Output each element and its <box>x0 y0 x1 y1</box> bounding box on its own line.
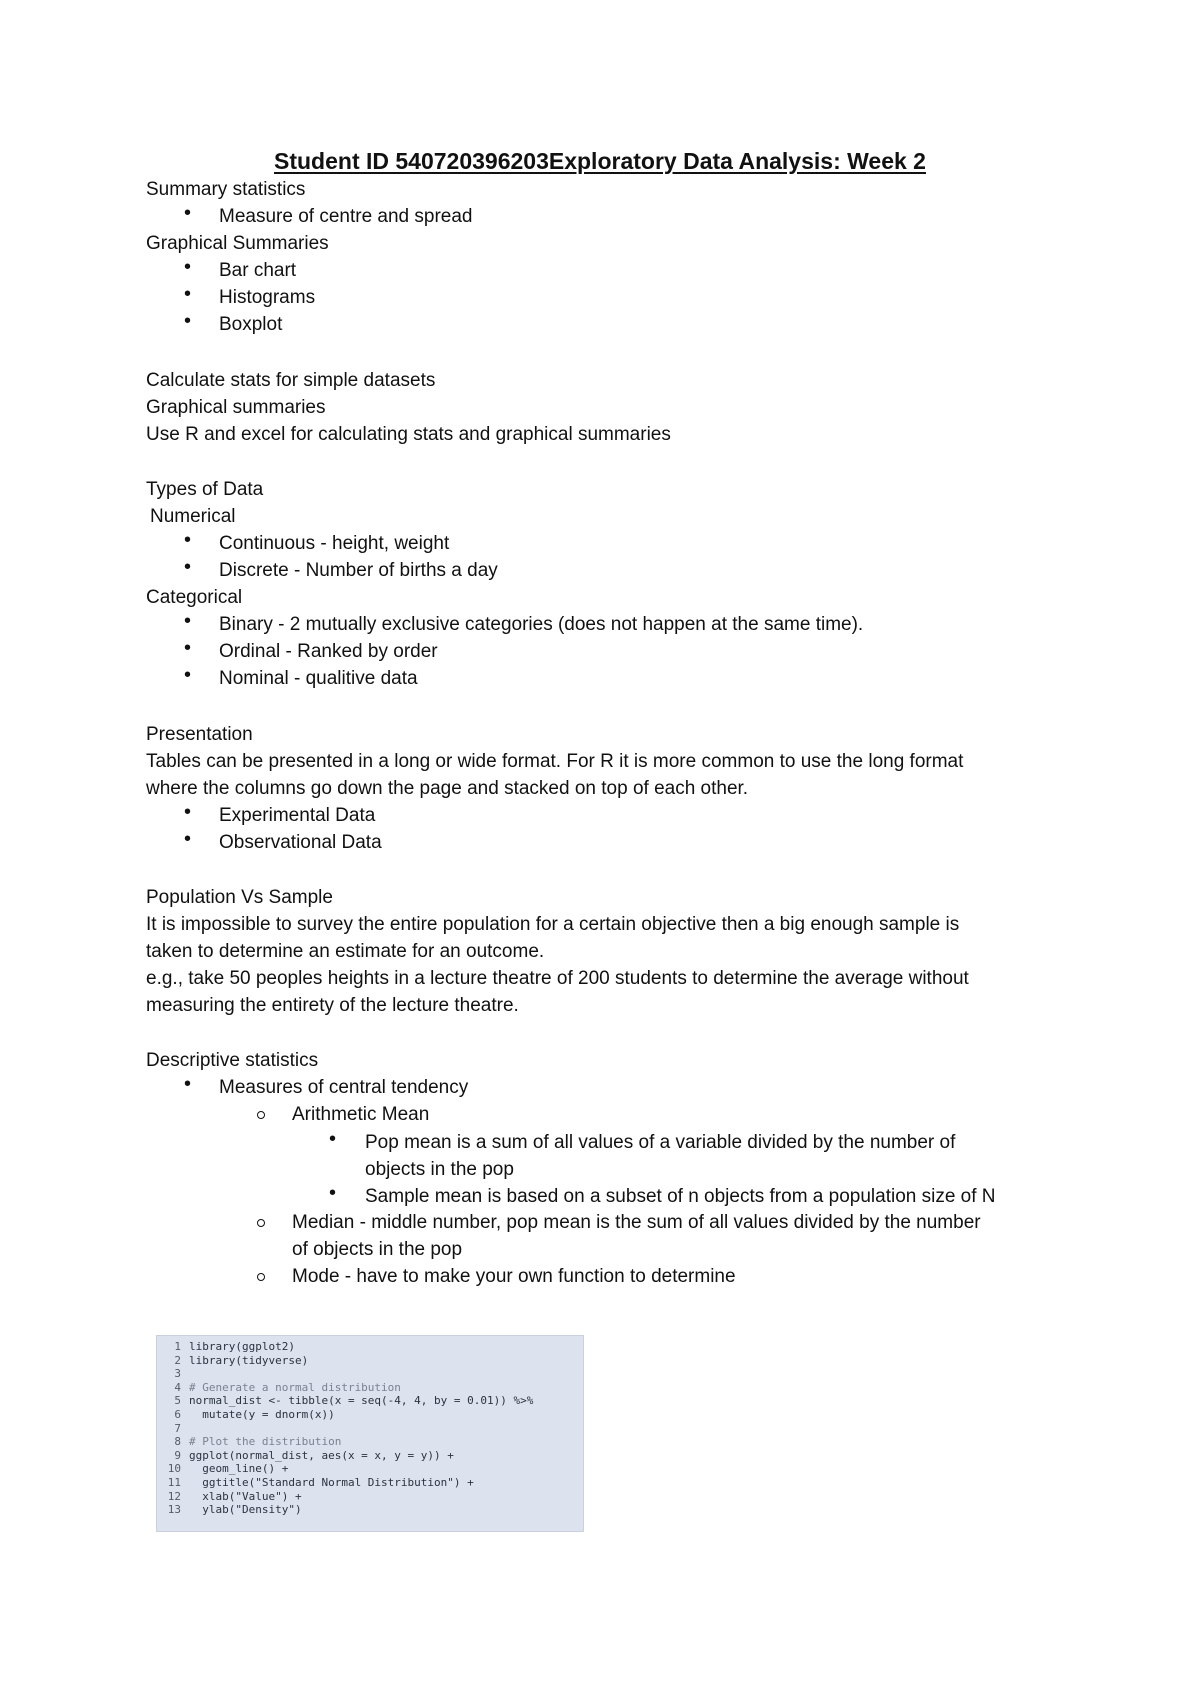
list-item: Arithmetic Mean <box>292 1104 430 1125</box>
bullet-dot: • <box>184 256 192 278</box>
list-item: Observational Data <box>219 832 382 853</box>
list-item: Bar chart <box>219 260 297 281</box>
list-item: Ordinal - Ranked by order <box>219 641 438 662</box>
text-line: Types of Data <box>146 479 264 500</box>
code-line: 3 <box>174 1367 181 1381</box>
bullet-dot: • <box>184 610 192 632</box>
bullet-dot: • <box>184 202 192 224</box>
code-line: 7 <box>174 1421 181 1435</box>
bullet-dot: • <box>184 556 192 578</box>
code-line: 8 # Plot the distribution <box>174 1435 342 1449</box>
code-line: 1 library(ggplot2) <box>174 1340 295 1353</box>
code-screenshot <box>156 1335 584 1532</box>
list-item: Histograms <box>219 287 316 308</box>
text-line: Use R and excel for calculating stats and graphical summaries <box>146 424 671 445</box>
page-title: Student ID 540720396203Exploratory Data Analysis: Week 2 <box>274 148 926 174</box>
bullet-dot: • <box>184 283 192 305</box>
text-line: Tables can be presented in a long or wide format. For R it is more common to use the long format <box>146 751 964 772</box>
text-line: Population Vs Sample <box>146 887 333 908</box>
text-line: Summary statistics <box>146 179 306 200</box>
text-line: measuring the entirety of the lecture theatre. <box>146 995 519 1016</box>
code-line: 13 ylab("Density") <box>167 1503 302 1517</box>
list-item: Measures of central tendency <box>219 1077 469 1098</box>
list-item: Measure of centre and spread <box>219 206 473 227</box>
list-item: Discrete - Number of births a day <box>219 560 498 581</box>
list-item: Sample mean is based on a subset of n objects from a population size of N <box>365 1186 996 1207</box>
text-line: Descriptive statistics <box>146 1050 319 1071</box>
list-item: Nominal - qualitive data <box>219 668 418 689</box>
text-line: Graphical Summaries <box>146 233 329 254</box>
list-item-continuation: of objects in the pop <box>292 1239 463 1260</box>
text-line: Presentation <box>146 724 253 745</box>
bullet-dot: • <box>184 1073 192 1095</box>
list-item: Median - middle number, pop mean is the sum of all values divided by the number <box>292 1212 981 1233</box>
bullet-dot: • <box>184 801 192 823</box>
bullet-dot: • <box>184 828 192 850</box>
code-line: 10 geom_line() + <box>167 1462 289 1476</box>
list-item: Binary - 2 mutually exclusive categories (does not happen at the same time). <box>219 614 864 635</box>
circle-bullet-icon <box>257 1273 265 1281</box>
code-line: 5 normal_dist <- tibble(x = seq(-4, 4, by = 0.01)) %>% <box>174 1394 534 1408</box>
code-line: 6 mutate(y = dnorm(x)) <box>174 1407 335 1421</box>
bullet-dot: • <box>184 529 192 551</box>
list-item: Boxplot <box>219 314 283 335</box>
bullet-dot: • <box>184 310 192 332</box>
code-line: 11 ggtitle("Standard Normal Distribution") + <box>167 1475 474 1489</box>
text-line: taken to determine an estimate for an outcome. <box>146 941 545 962</box>
code-line: 12 xlab("Value") + <box>167 1489 302 1503</box>
circle-bullet-icon <box>257 1219 265 1227</box>
text-line: It is impossible to survey the entire population for a certain objective then a big enough sample is <box>146 914 960 935</box>
bullet-dot: • <box>329 1182 337 1204</box>
text-line: Categorical <box>146 587 243 608</box>
bullet-dot: • <box>184 664 192 686</box>
code-line: 4 # Generate a normal distribution <box>174 1380 401 1394</box>
list-item: Experimental Data <box>219 805 376 826</box>
code-line: 2 library(tidyverse) <box>174 1353 309 1367</box>
text-line: Calculate stats for simple datasets <box>146 370 436 391</box>
list-item-continuation: objects in the pop <box>365 1159 514 1180</box>
text-line: where the columns go down the page and stacked on top of each other. <box>146 778 749 799</box>
list-item: Continuous - height, weight <box>219 533 450 554</box>
list-item: Mode - have to make your own function to determine <box>292 1266 736 1287</box>
code-line: 9 ggplot(normal_dist, aes(x = x, y = y)) + <box>174 1448 454 1462</box>
text-line: Graphical summaries <box>146 397 326 418</box>
text-line: e.g., take 50 peoples heights in a lecture theatre of 200 students to determine the average without <box>146 968 969 989</box>
list-item: Pop mean is a sum of all values of a variable divided by the number of <box>365 1132 956 1153</box>
circle-bullet-icon <box>257 1111 265 1119</box>
bullet-dot: • <box>184 637 192 659</box>
bullet-dot: • <box>329 1128 337 1150</box>
text-line: Numerical <box>150 506 236 527</box>
